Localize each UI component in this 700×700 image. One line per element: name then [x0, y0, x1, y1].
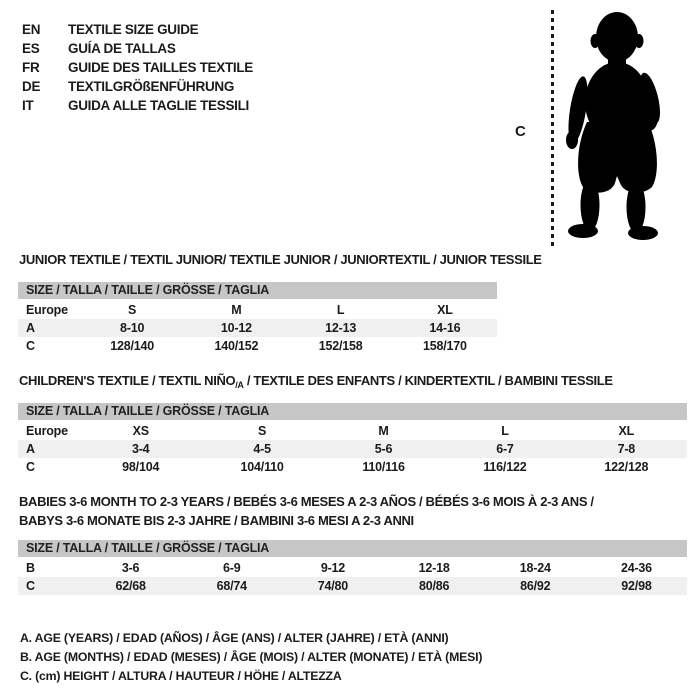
size-cell: 6-7 [496, 442, 514, 456]
row-label: C [26, 579, 35, 593]
row-label: Europe [26, 303, 68, 317]
language-row-de [22, 77, 253, 96]
table-row-europe [18, 422, 687, 440]
size-cell: 140/152 [214, 339, 259, 353]
language-row-fr [22, 58, 253, 77]
junior-section-title: JUNIOR TEXTILE / TEXTIL JUNIOR/ TEXTILE JUNIOR / JUNIORTEXTIL / JUNIOR TESSILE [19, 252, 542, 267]
size-cell: XL [618, 424, 635, 438]
table-row-height [18, 458, 687, 476]
table-row-age-months [18, 559, 687, 577]
legend-line-b: B. AGE (MONTHS) / EDAD (MESES) / ÂGE (MOIS) / ALTER (MONATE) / ETÀ (MESI) [20, 650, 483, 664]
size-cell: 24-36 [620, 561, 652, 575]
size-header-bar: SIZE / TALLA / TAILLE / GRÖSSE / TAGLIA [18, 540, 687, 557]
size-header-bar: SIZE / TALLA / TAILLE / GRÖSSE / TAGLIA [18, 403, 687, 420]
size-cell: 152/158 [318, 339, 363, 353]
language-label: GUIDE DES TAILLES TEXTILE [68, 60, 254, 75]
size-cell: 7-8 [617, 442, 636, 456]
size-cell: 74/80 [317, 579, 349, 593]
size-cell: 122/128 [604, 460, 649, 474]
babies-size-table [18, 540, 687, 595]
size-cell: S [258, 424, 267, 438]
table-row-age [18, 319, 497, 337]
row-label: Europe [26, 424, 68, 438]
size-cell: 92/98 [621, 579, 652, 593]
size-cell: 158/170 [422, 339, 467, 353]
size-cell: M [378, 424, 389, 438]
size-cell: 116/122 [483, 460, 527, 474]
size-cell: L [336, 303, 345, 317]
language-row-en [22, 20, 253, 39]
size-cell: 104/110 [240, 460, 284, 474]
table-row-age [18, 440, 687, 458]
measure-label-c: C [515, 123, 526, 140]
measurement-legend [20, 629, 482, 686]
children-title-post: / TEXTILE DES ENFANTS / KINDERTEXTIL / BAMBINI TESSILE [243, 373, 613, 388]
children-section-title [19, 373, 613, 390]
size-cell: 18-24 [519, 561, 551, 575]
size-cell: 3-6 [121, 561, 140, 575]
language-row-it [22, 96, 253, 115]
size-cell: 5-6 [374, 442, 393, 456]
language-code: ES [22, 41, 40, 56]
row-label: A [26, 442, 35, 456]
junior-size-table [18, 282, 497, 355]
row-label: C [26, 339, 35, 353]
size-cell: S [128, 303, 137, 317]
size-cell: 12-13 [325, 321, 357, 335]
size-cell: 62/68 [115, 579, 146, 593]
language-code: IT [22, 98, 34, 113]
size-cell: 8-10 [120, 321, 145, 335]
language-code: FR [22, 60, 40, 75]
size-cell: 12-18 [418, 561, 450, 575]
height-measure-dashed-line [551, 10, 554, 247]
size-cell: 6-9 [223, 561, 241, 575]
row-label: A [26, 321, 35, 335]
language-label: GUÍA DE TALLAS [68, 41, 176, 56]
size-cell: 86/92 [520, 579, 551, 593]
size-cell: 128/140 [110, 339, 155, 353]
children-size-table [18, 403, 687, 476]
size-cell: 98/104 [122, 460, 160, 474]
toddler-silhouette-icon [562, 10, 662, 240]
language-code: EN [22, 22, 41, 37]
size-cell: 68/74 [216, 579, 247, 593]
size-header-bar: SIZE / TALLA / TAILLE / GRÖSSE / TAGLIA [18, 282, 497, 299]
size-cell: M [231, 303, 242, 317]
size-cell: 80/86 [418, 579, 450, 593]
table-row-height [18, 337, 497, 355]
row-label: B [26, 561, 35, 575]
babies-section-title-line1: BABIES 3-6 MONTH TO 2-3 YEARS / BEBÉS 3-6 MESES A 2-3 AÑOS / BÉBÉS 3-6 MOIS À 2-3 ANS / [19, 494, 594, 509]
language-row-es [22, 39, 253, 58]
language-label: GUIDA ALLE TAGLIE TESSILI [68, 98, 249, 113]
table-row-height [18, 577, 687, 595]
language-list [22, 20, 253, 115]
size-cell: XL [437, 303, 453, 317]
size-cell: 14-16 [429, 321, 461, 335]
size-cell: 110/116 [362, 460, 405, 474]
language-code: DE [22, 79, 41, 94]
table-row-europe [18, 301, 497, 319]
size-cell: 9-12 [320, 561, 346, 575]
size-cell: 3-4 [131, 442, 150, 456]
children-title-sub: /A [235, 380, 244, 390]
legend-line-a: A. AGE (YEARS) / EDAD (AÑOS) / ÂGE (ANS) / ALTER (JAHRE) / ETÀ (ANNI) [20, 631, 449, 645]
children-title-pre: CHILDREN'S TEXTILE / TEXTIL NIÑO [19, 373, 236, 388]
size-cell: L [501, 424, 509, 438]
row-label: C [26, 460, 35, 474]
size-cell: XS [132, 424, 149, 438]
language-label: TEXTILGRÖßENFÜHRUNG [68, 79, 235, 94]
size-cell: 4-5 [253, 442, 271, 456]
size-cell: 10-12 [220, 321, 252, 335]
babies-section-title-line2: BABYS 3-6 MONATE BIS 2-3 JAHRE / BAMBINI 3-6 MESI A 2-3 ANNI [19, 513, 414, 528]
legend-line-c: C. (cm) HEIGHT / ALTURA / HAUTEUR / HÖHE / ALTEZZA [20, 669, 342, 683]
language-label: TEXTILE SIZE GUIDE [68, 22, 199, 37]
